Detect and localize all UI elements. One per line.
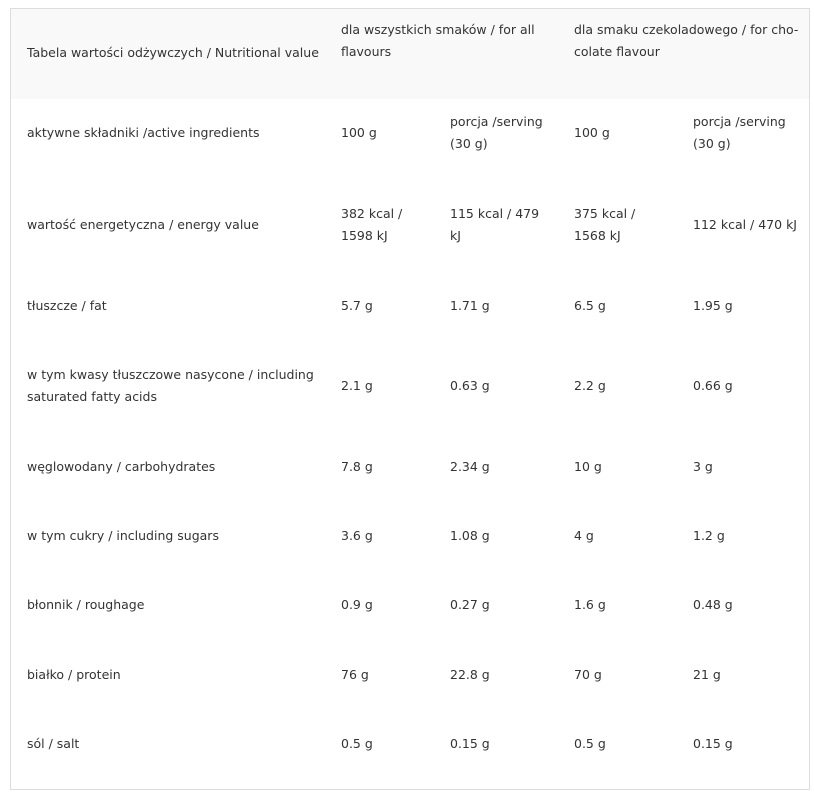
row-label-carbohydrates: węglowodany / carbohydrates bbox=[27, 459, 216, 474]
cell-value: 0.66 g bbox=[693, 378, 733, 393]
row-label-salt: sól / salt bbox=[27, 736, 80, 751]
cell-value: 1568 kJ bbox=[574, 228, 621, 243]
cell-value: 375 kcal / bbox=[574, 206, 636, 221]
cell-value: porcja /serving bbox=[450, 114, 543, 129]
cell-value: 3.6 g bbox=[341, 528, 373, 543]
cell-value: 4 g bbox=[574, 528, 594, 543]
cell-value: 0.63 g bbox=[450, 378, 490, 393]
cell-value: 0.15 g bbox=[693, 736, 733, 751]
cell-value: 1598 kJ bbox=[341, 228, 388, 243]
row-label-saturated-line1: w tym kwasy tłuszczowe nasycone / including bbox=[27, 367, 314, 382]
header-chocolate-line1: dla smaku czekoladowego / for cho- bbox=[574, 22, 799, 37]
cell-value: 1.95 g bbox=[693, 298, 733, 313]
cell-value: 21 g bbox=[693, 667, 721, 682]
cell-value: 0.27 g bbox=[450, 597, 490, 612]
cell-value: (30 g) bbox=[693, 136, 731, 151]
cell-value: 7.8 g bbox=[341, 459, 373, 474]
row-label-sugars: w tym cukry / including sugars bbox=[27, 528, 219, 543]
header-all-flavours-line1: dla wszystkich smaków / for all bbox=[341, 22, 535, 37]
cell-value: 2.2 g bbox=[574, 378, 606, 393]
cell-value: 70 g bbox=[574, 667, 602, 682]
cell-value: 5.7 g bbox=[341, 298, 373, 313]
row-label-active: aktywne składniki /active ingredients bbox=[27, 125, 260, 140]
cell-value: 115 kcal / 479 bbox=[450, 206, 540, 221]
cell-value: 22.8 g bbox=[450, 667, 490, 682]
cell-value: 100 g bbox=[574, 125, 610, 140]
cell-value: 0.5 g bbox=[574, 736, 606, 751]
cell-value: porcja /serving bbox=[693, 114, 786, 129]
cell-value: 1.6 g bbox=[574, 597, 606, 612]
cell-value: 112 kcal / 470 kJ bbox=[693, 217, 797, 232]
cell-value: 382 kcal / bbox=[341, 206, 403, 221]
cell-value: 2.34 g bbox=[450, 459, 490, 474]
cell-value: 76 g bbox=[341, 667, 369, 682]
header-all-flavours-line2: flavours bbox=[341, 44, 392, 59]
cell-value: (30 g) bbox=[450, 136, 488, 151]
cell-value: 1.2 g bbox=[693, 528, 725, 543]
cell-value: 2.1 g bbox=[341, 378, 373, 393]
cell-value: 0.15 g bbox=[450, 736, 490, 751]
nutrition-table bbox=[10, 8, 810, 790]
row-label-energy: wartość energetyczna / energy value bbox=[27, 217, 259, 232]
cell-value: kJ bbox=[450, 228, 461, 243]
cell-value: 0.48 g bbox=[693, 597, 733, 612]
header-col-name: Tabela wartości odżywczych / Nutritional value bbox=[27, 45, 319, 60]
row-label-saturated-line2: saturated fatty acids bbox=[27, 389, 157, 404]
cell-value: 1.71 g bbox=[450, 298, 490, 313]
cell-value: 100 g bbox=[341, 125, 377, 140]
cell-value: 3 g bbox=[693, 459, 713, 474]
cell-value: 1.08 g bbox=[450, 528, 490, 543]
cell-value: 6.5 g bbox=[574, 298, 606, 313]
row-label-protein: białko / protein bbox=[27, 667, 121, 682]
cell-value: 0.5 g bbox=[341, 736, 373, 751]
header-chocolate-line2: colate flavour bbox=[574, 44, 660, 59]
row-label-roughage: błonnik / roughage bbox=[27, 597, 145, 612]
row-label-fat: tłuszcze / fat bbox=[27, 298, 107, 313]
cell-value: 10 g bbox=[574, 459, 602, 474]
cell-value: 0.9 g bbox=[341, 597, 373, 612]
